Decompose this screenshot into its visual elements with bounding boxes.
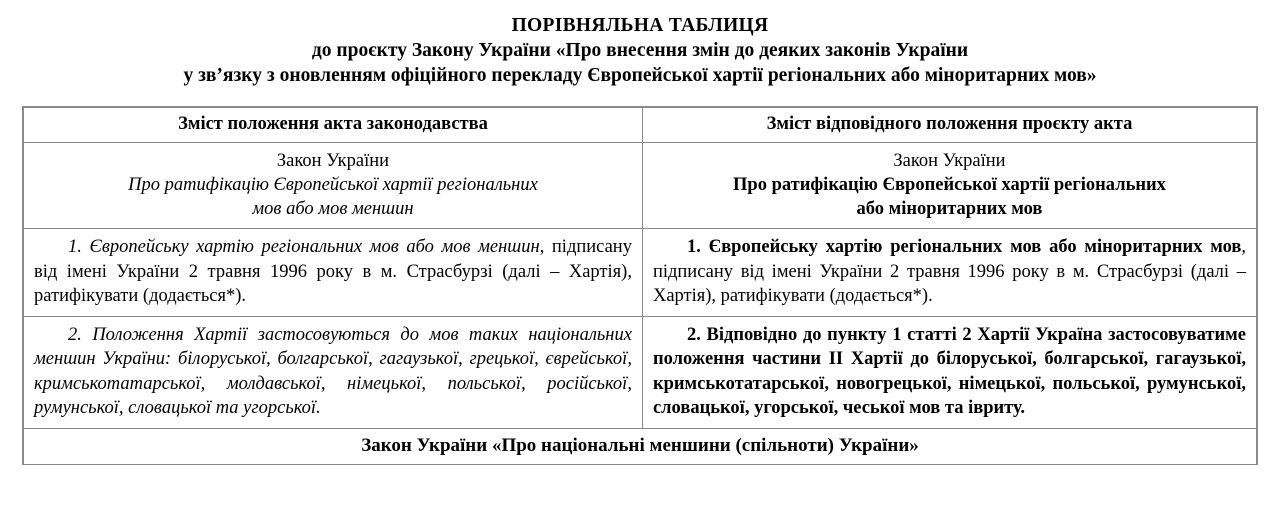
law-heading-right bbox=[642, 143, 1256, 229]
law-heading-right-line-2: Про ратифікацію Європейської хартії регіональних bbox=[733, 175, 1166, 195]
clause-1-left-rest: , підписану від імені України 2 травня 1996 року в м. Страсбурзі (далі – Хартія), ратифікувати (додається*). bbox=[34, 237, 632, 306]
column-header-right: Зміст відповідного положення проєкту акта bbox=[642, 108, 1256, 143]
table-footer-row bbox=[24, 428, 1257, 464]
law-heading-left-line-1: Закон України bbox=[276, 151, 390, 171]
clause-2-left-lead: 2. Положення Хартії застосовуються до мов таких національних меншин України: білоруської, болгарської, гагаузької, грецької, єврейської, кримськотатарської, молдавської, німецької, польської, російської, румунської, словацької та угорської. bbox=[34, 324, 632, 418]
law-heading-right-line-1: Закон України bbox=[893, 151, 1006, 171]
clause-2-right-lead: 2. Відповідно до пункту 1 статті 2 Хартії Україна застосовуватиме положення частини ІІ Хартії до білоруської, болгарської, гагаузької, кримськотатарської, новогрецької, німецької, польської, румунської, словацької, угорської, чеської мов та івриту. bbox=[652, 324, 1246, 418]
table-header-row bbox=[24, 108, 1257, 143]
title-line-2: до проєкту Закону України «Про внесення змін до деяких законів України bbox=[311, 40, 969, 61]
footer-law-title: Закон України «Про національні меншини (спільноти) України» bbox=[24, 428, 1257, 464]
title-line-1: ПОРІВНЯЛЬНА ТАБЛИЦЯ bbox=[511, 15, 769, 36]
clause-1-right-lead: 1. Європейську хартію регіональних мов або міноритарних мов bbox=[686, 237, 1242, 257]
clause-1-right bbox=[642, 229, 1256, 317]
clause-1-left bbox=[24, 229, 643, 317]
title-line-3: у зв’язку з оновленням офіційного перекладу Європейської хартії регіональних або міноритарних мов» bbox=[183, 65, 1097, 86]
table-row bbox=[24, 229, 1257, 317]
clause-2-left bbox=[24, 316, 643, 428]
column-header-left: Зміст положення акта законодавства bbox=[24, 108, 643, 143]
law-heading-left-line-3: мов або мов меншин bbox=[252, 199, 414, 219]
comparison-table-wrapper bbox=[22, 106, 1258, 465]
clause-1-right-rest: , підписану від імені України 2 травня 1996 року в м. Страсбурзі (далі – Хартія), ратифікувати (додається*). bbox=[652, 237, 1246, 306]
law-heading-right-line-3: або міноритарних мов bbox=[856, 199, 1043, 219]
clause-2-right bbox=[642, 316, 1256, 428]
table-row bbox=[24, 143, 1257, 229]
page-title bbox=[0, 0, 1280, 88]
comparison-table bbox=[23, 107, 1257, 465]
clause-1-left-lead: 1. Європейську хартію регіональних мов або мов меншин bbox=[68, 237, 540, 257]
law-heading-left-line-2: Про ратифікацію Європейської хартії регіональних bbox=[128, 175, 538, 195]
law-heading-left bbox=[24, 143, 643, 229]
table-row bbox=[24, 316, 1257, 428]
